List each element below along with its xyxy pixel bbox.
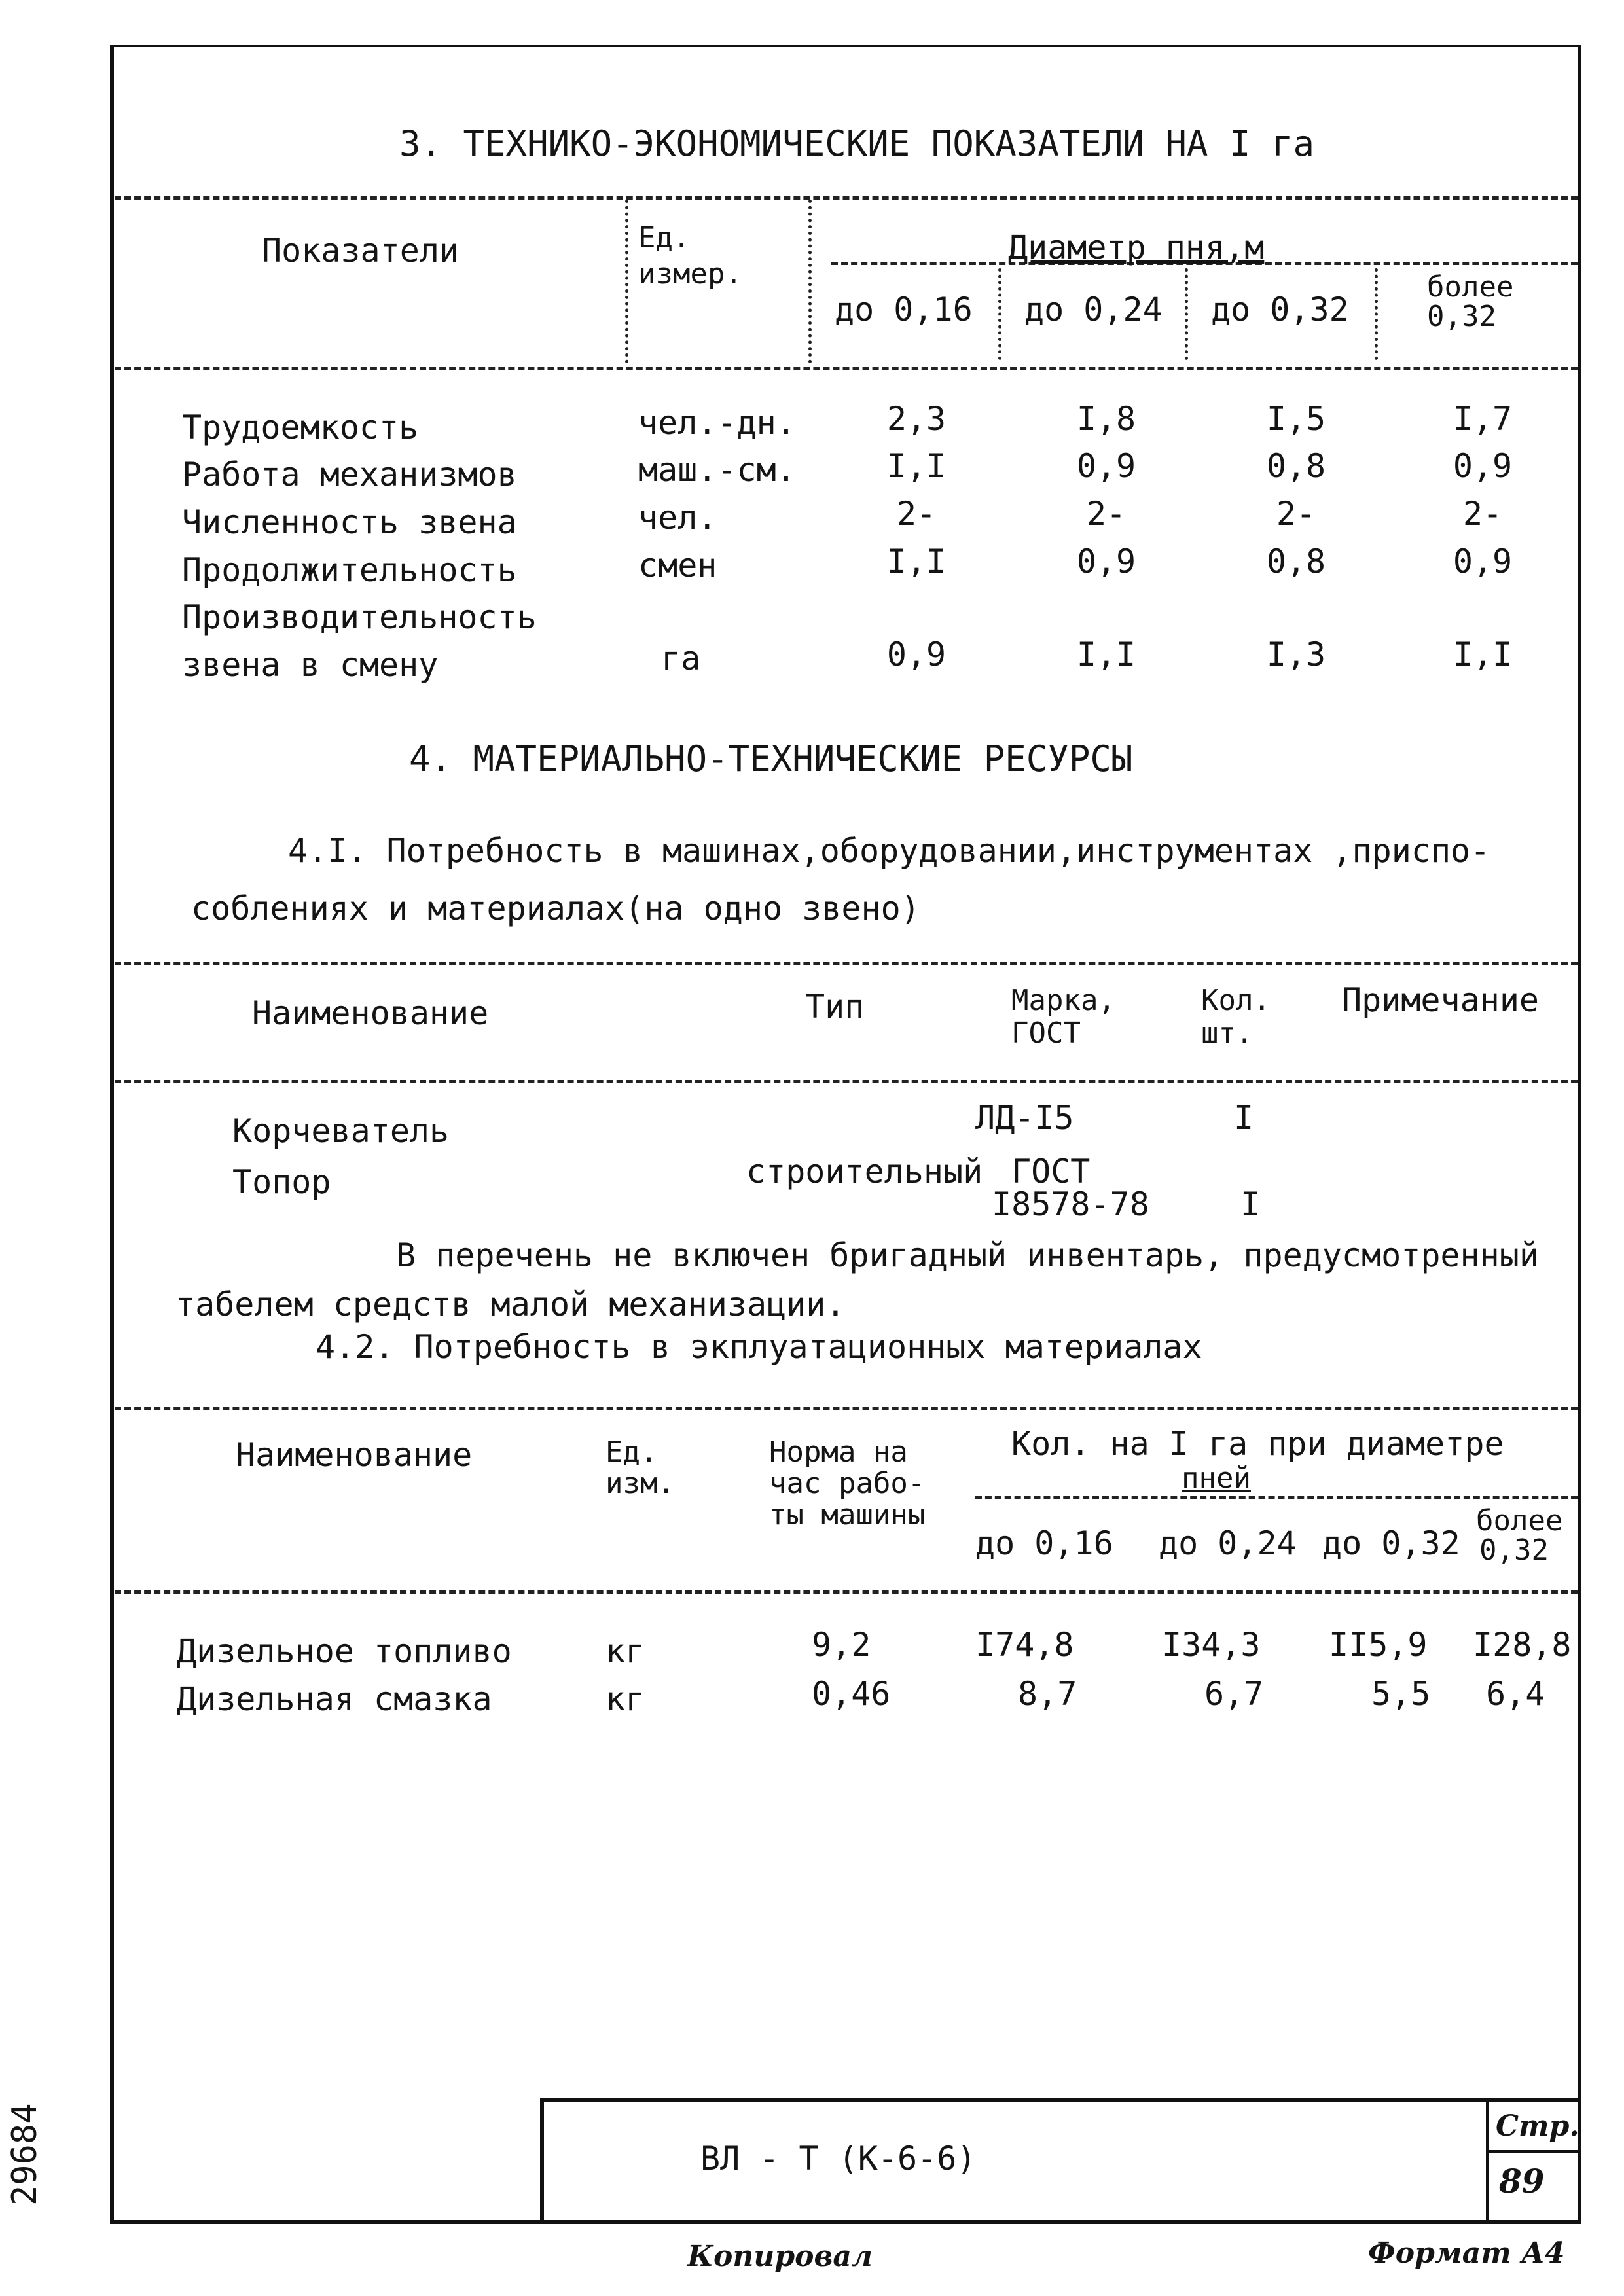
col-sep	[998, 268, 1001, 360]
row-value: 2-	[1086, 495, 1127, 533]
row-value: 0,8	[1266, 447, 1326, 485]
t1-h-note: Примечание	[1342, 981, 1540, 1019]
t2-h-c4-2: 0,32	[1479, 1534, 1549, 1567]
table3-header-rule	[115, 1590, 1578, 1594]
t2-h-norm1: Норма на	[769, 1435, 908, 1469]
t2-h-c2: до 0,24	[1159, 1524, 1297, 1562]
t2-h-c4-1: более	[1476, 1504, 1563, 1537]
side-number: 29684	[5, 2103, 45, 2206]
title-block	[540, 2098, 1581, 2224]
col-sep	[1185, 268, 1188, 360]
row-value: 0,8	[1266, 543, 1326, 581]
t1-h-mark2: ГОСТ	[1011, 1016, 1081, 1050]
t2-h-qty2: пней	[1182, 1462, 1251, 1495]
document-code: ВЛ - Т (К-6-6)	[700, 2140, 977, 2178]
row-value: 0,9	[1453, 447, 1513, 485]
row-value: 2,3	[886, 400, 947, 438]
page-label: Стр.	[1496, 2109, 1579, 2143]
t2-row-name: Дизельное топливо	[177, 1632, 512, 1670]
row-value: I,3	[1266, 636, 1326, 673]
row-name-line1: Производительность	[182, 598, 537, 636]
t2-row-value: 6,4	[1486, 1675, 1545, 1713]
col-sep	[625, 200, 628, 363]
header-col2: до 0,24	[1024, 291, 1163, 329]
footer-copied: Копировал	[687, 2240, 873, 2273]
t2-row-value: I28,8	[1473, 1626, 1572, 1664]
table3-subrule	[975, 1496, 1578, 1499]
t1-h-type: Тип	[805, 988, 865, 1026]
row-name: Численность звена	[182, 503, 517, 541]
t1-h-name: Наименование	[252, 994, 489, 1032]
row-value: 2-	[896, 495, 937, 533]
row-unit: смен	[638, 547, 717, 584]
sub1-line2: соблениях и материалах(на одно звено)	[191, 889, 920, 927]
t2-row-name: Дизельная смазка	[177, 1680, 492, 1718]
section3-title: 3. ТЕХНИКО-ЭКОНОМИЧЕСКИЕ ПОКАЗАТЕЛИ НА I га	[399, 123, 1314, 164]
t1-row-name: Топор	[232, 1163, 331, 1201]
row-name: Трудоемкость	[182, 408, 419, 446]
table2-header-rule	[115, 1080, 1578, 1083]
note-line1: В перечень не включен бригадный инвентарь, предусмотренный	[396, 1236, 1539, 1274]
row-value: I,7	[1453, 400, 1513, 438]
row-value: I,I	[1453, 636, 1513, 673]
t2-row-norm: 0,46	[812, 1675, 891, 1713]
row-value: I,I	[886, 543, 947, 581]
t2-row-value: II5,9	[1329, 1626, 1428, 1664]
t2-h-name: Наименование	[236, 1436, 473, 1474]
row-value: 0,9	[1076, 543, 1136, 581]
page-number: 89	[1499, 2162, 1545, 2200]
section4-title: 4. МАТЕРИАЛЬНО-ТЕХНИЧЕСКИЕ РЕСУРСЫ	[409, 738, 1133, 780]
row-name: звена в смену	[182, 646, 439, 684]
t1-h-qty1: Кол.	[1201, 984, 1271, 1017]
sub2: 4.2. Потребность в экплуатационных материалах	[316, 1328, 1202, 1366]
t2-h-c3: до 0,32	[1322, 1524, 1460, 1562]
t1-h-qty2: шт.	[1201, 1016, 1254, 1050]
header-unit-1: Ед.	[638, 221, 691, 255]
t2-row-norm: 9,2	[812, 1626, 871, 1664]
t2-row-unit: кг	[605, 1632, 645, 1670]
footer-format: Формат А4	[1368, 2236, 1565, 2270]
note-line2: табелем средств малой механизации.	[175, 1285, 846, 1323]
t1-h-mark1: Марка,	[1011, 984, 1115, 1017]
header-col1: до 0,16	[835, 291, 973, 329]
row-value: 0,9	[1453, 543, 1513, 581]
t1-row-mark2: I8578-78	[992, 1185, 1149, 1223]
t2-h-unit1: Ед.	[605, 1435, 658, 1469]
col-sep	[1375, 268, 1378, 360]
t2-row-value: I34,3	[1162, 1626, 1261, 1664]
row-value: 0,9	[1076, 447, 1136, 485]
t1-row-type: строительный	[746, 1153, 983, 1191]
row-value: I,5	[1266, 400, 1326, 438]
row-unit: га	[661, 639, 701, 677]
header-col4-2: 0,32	[1427, 300, 1496, 333]
t2-h-unit2: изм.	[605, 1467, 675, 1500]
t2-row-value: 5,5	[1371, 1675, 1431, 1713]
t2-row-value: 6,7	[1204, 1675, 1264, 1713]
row-value: I,I	[1076, 636, 1136, 673]
t2-row-value: 8,7	[1018, 1675, 1077, 1713]
row-name: Продолжительность	[182, 551, 517, 589]
row-value: 2-	[1462, 495, 1503, 533]
header-unit-2: измер.	[638, 257, 742, 291]
t1-row-qty: I	[1234, 1099, 1254, 1137]
t2-row-unit: кг	[605, 1680, 645, 1718]
table3-top-rule	[115, 1407, 1578, 1410]
t2-row-value: I74,8	[975, 1626, 1074, 1664]
table2-top-rule	[115, 962, 1578, 965]
col-sep	[808, 200, 812, 363]
table1-top-rule	[115, 196, 1578, 200]
t2-h-norm3: ты машины	[769, 1498, 926, 1532]
row-unit: чел.-дн.	[638, 404, 796, 442]
row-unit: чел.	[638, 499, 717, 537]
header-indicator: Показатели	[262, 232, 460, 270]
row-name: Работа механизмов	[182, 456, 517, 493]
table1-header-rule	[115, 367, 1578, 370]
header-diameter: Диаметр пня,м	[1008, 228, 1265, 266]
row-value: 2-	[1276, 495, 1316, 533]
sub1-line1: 4.I. Потребность в машинах,оборудовании,инструментах ,приспо-	[288, 832, 1490, 870]
t1-row-name: Корчеватель	[232, 1112, 450, 1150]
t1-row-mark: ЛД-I5	[975, 1099, 1074, 1137]
t2-h-c1: до 0,16	[975, 1524, 1113, 1562]
t2-h-qty1: Кол. на I га при диаметре	[1011, 1425, 1504, 1463]
t1-row-qty: I	[1240, 1185, 1261, 1223]
row-value: I,I	[886, 447, 947, 485]
row-value: 0,9	[886, 636, 947, 673]
t2-h-norm2: час рабо-	[769, 1467, 926, 1500]
t1-row-mark: ГОСТ	[1011, 1153, 1091, 1191]
row-value: I,8	[1076, 400, 1136, 438]
row-unit: маш.-см.	[638, 451, 796, 489]
header-col3: до 0,32	[1211, 291, 1349, 329]
page-separator	[1486, 2150, 1581, 2153]
header-col4-1: более	[1427, 270, 1514, 304]
